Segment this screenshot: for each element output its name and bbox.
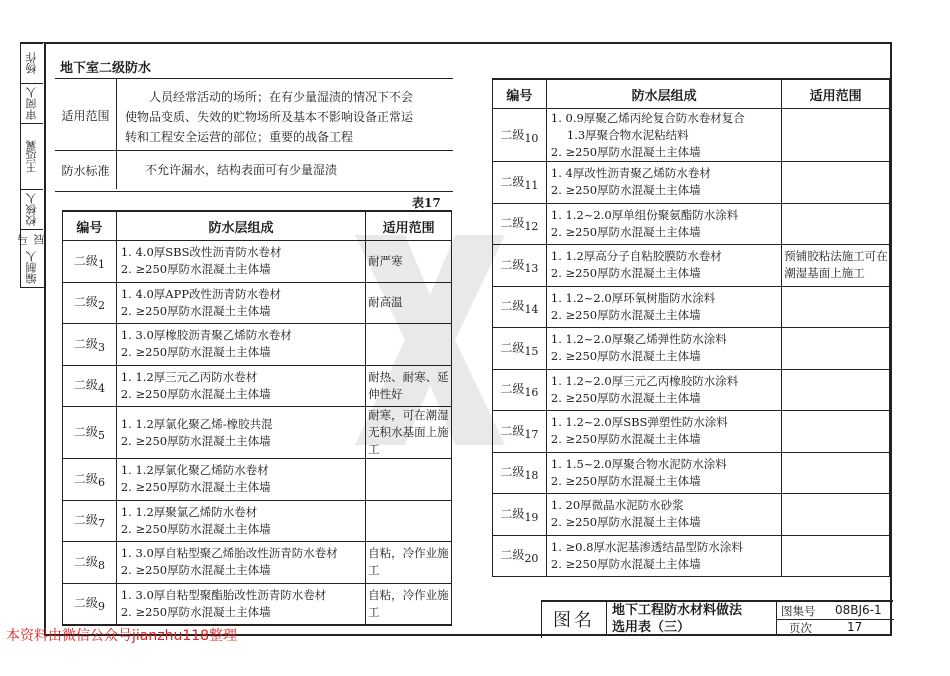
sign-cell: 编制人 xyxy=(25,251,38,285)
level-cell xyxy=(493,109,547,162)
table-row xyxy=(63,282,452,324)
level-cell xyxy=(63,500,117,542)
table-row xyxy=(493,245,890,287)
level-cell xyxy=(493,162,547,204)
level-cell xyxy=(493,494,547,536)
level-text: 二级 xyxy=(73,425,98,439)
table-row xyxy=(493,411,890,453)
scope-cell xyxy=(366,500,452,542)
scope-cell xyxy=(782,369,890,411)
level-text: 二级 xyxy=(500,548,525,563)
level-text: 二级 xyxy=(500,216,525,231)
table-row xyxy=(63,583,452,625)
composition-line: 2. ≥250厚防水混凝土主体墙 xyxy=(120,480,271,495)
footer-note: 本资料由微信公众号jianzhu118整理 xyxy=(6,628,238,644)
table-number: 表17 xyxy=(412,196,441,210)
scope-cell: 自粘，冷作业施工 xyxy=(366,583,452,625)
composition-line: 2. ≥250厚防水混凝土主体墙 xyxy=(550,144,701,159)
section-title: 地下室二级防水 xyxy=(60,61,152,76)
composition-line: 2. ≥250厚防水混凝土主体墙 xyxy=(550,183,701,198)
level-number: 8 xyxy=(97,558,105,572)
level-cell xyxy=(63,407,117,459)
composition-line: 1. 1.2厚聚氯乙烯防水卷材 xyxy=(120,504,258,519)
level-text: 二级 xyxy=(73,471,98,486)
composition-cell xyxy=(116,583,365,625)
scope-text xyxy=(125,87,413,147)
drawing-title-line2: 选用表（三） xyxy=(612,620,691,635)
standard-row xyxy=(55,151,453,189)
scope-label: 适用范围 xyxy=(55,79,117,151)
level-number: 16 xyxy=(524,386,539,400)
composition-line: 2. ≥250厚防水混凝土主体墙 xyxy=(120,386,271,401)
composition-cell xyxy=(116,542,365,584)
header-composition: 防水层组成 xyxy=(116,211,365,241)
composition-line: 1. 1.2厚高分子自粘胶膜防水卷材 xyxy=(550,249,722,264)
level-number: 12 xyxy=(524,220,539,234)
level-cell xyxy=(63,282,117,324)
table-row xyxy=(493,369,890,411)
scope-cell xyxy=(782,203,890,245)
composition-line: 2. ≥250厚防水混凝土主体墙 xyxy=(550,473,701,488)
level-cell xyxy=(63,459,117,501)
level-text: 二级 xyxy=(73,513,98,528)
sign-cell: 杨作 xyxy=(21,43,43,83)
scope-cell xyxy=(366,459,452,501)
level-cell xyxy=(63,583,117,625)
scope-cell: 耐寒，可在潮湿无积水基面上施工 xyxy=(366,407,452,459)
standard-text: 不允许漏水，结构表面可有少量湿渍 xyxy=(145,163,338,177)
composition-line: 1. 1.2厚三元乙丙防水卷材 xyxy=(120,369,258,384)
header-scope: 适用范围 xyxy=(366,211,452,241)
table-row xyxy=(493,109,890,162)
composition-line: 1. 1.2~2.0厚聚乙烯弹性防水涂料 xyxy=(550,332,727,347)
composition-line: 1. 3.0厚自粘型聚乙烯胎改性沥青防水卷材 xyxy=(120,546,338,561)
scope-cell xyxy=(782,411,890,453)
level-text: 二级 xyxy=(73,554,98,569)
header-level: 编号 xyxy=(63,211,117,241)
level-cell xyxy=(493,286,547,328)
table-row xyxy=(63,459,452,501)
composition-cell xyxy=(116,324,365,366)
level-text: 二级 xyxy=(500,506,525,521)
level-number: 2 xyxy=(97,299,105,313)
sign-cell: 马辰 xyxy=(21,229,43,249)
page-label: 页次 xyxy=(789,621,812,635)
composition-line: 2. ≥250厚防水混凝土主体墙 xyxy=(550,349,701,364)
level-number: 6 xyxy=(97,475,105,489)
atlas-number: 08BJ6-1 xyxy=(835,603,882,617)
composition-line: 1. ≥0.8厚水泥基渗透结晶型防水涂料 xyxy=(550,539,743,554)
level-cell xyxy=(493,452,547,494)
scope-cell: 预铺胶粘法施工可在潮湿基面上施工 xyxy=(782,245,890,287)
scope-cell xyxy=(782,162,890,204)
level-number: 18 xyxy=(524,469,539,483)
composition-line: 1. 4.0厚APP改性沥青防水卷材 xyxy=(120,286,282,301)
composition-line: 2. ≥250厚防水混凝土主体墙 xyxy=(550,556,701,571)
table-row xyxy=(493,328,890,370)
table-row xyxy=(63,407,452,459)
composition-cell xyxy=(546,535,781,577)
level-cell xyxy=(493,328,547,370)
table-row xyxy=(493,494,890,536)
level-text: 二级 xyxy=(500,174,525,189)
composition-line: 2. ≥250厚防水混凝土主体墙 xyxy=(550,307,701,322)
composition-line: 1.3厚聚合物水泥粘结料 xyxy=(566,127,689,142)
level-number: 17 xyxy=(524,427,539,441)
scope-cell xyxy=(782,452,890,494)
sign-cell: 王远翼 xyxy=(21,123,43,189)
composition-line: 2. ≥250厚防水混凝土主体墙 xyxy=(550,515,701,530)
scope-line: 使物品变质、失效的贮物场所及基本不影响设备正常运 xyxy=(125,110,414,124)
level-cell xyxy=(63,542,117,584)
level-number: 3 xyxy=(97,340,105,354)
page-number: 17 xyxy=(847,620,863,634)
scope-cell xyxy=(782,494,890,536)
signature-strip xyxy=(17,42,46,288)
scope-cell xyxy=(366,324,452,366)
level-number: 5 xyxy=(97,429,105,442)
left-material-table xyxy=(62,210,452,626)
composition-line: 1. 1.2~2.0厚SBS弹塑性防水涂料 xyxy=(550,415,728,430)
table-row xyxy=(493,286,890,328)
composition-cell xyxy=(546,369,781,411)
atlas-label: 图集号 xyxy=(781,604,816,618)
composition-line: 1. 1.5~2.0厚聚合物水泥防水涂料 xyxy=(550,456,727,471)
composition-cell xyxy=(116,282,365,324)
level-cell xyxy=(63,324,117,366)
level-cell xyxy=(493,203,547,245)
composition-line: 2. ≥250厚防水混凝土主体墙 xyxy=(120,345,271,360)
level-text: 二级 xyxy=(500,382,525,397)
table-row xyxy=(493,162,890,204)
level-text: 二级 xyxy=(73,378,98,393)
composition-line: 1. 3.0厚橡胶沥青聚乙烯防水卷材 xyxy=(120,328,292,343)
composition-line: 2. ≥250厚防水混凝土主体墙 xyxy=(120,604,271,619)
composition-line: 2. ≥250厚防水混凝土主体墙 xyxy=(120,433,271,448)
level-text: 二级 xyxy=(500,340,525,355)
composition-cell xyxy=(546,286,781,328)
tuming-label: 图名 xyxy=(542,602,607,636)
level-number: 20 xyxy=(524,552,539,566)
composition-line: 1. 1.2厚氯化聚乙烯防水卷材 xyxy=(120,463,269,478)
level-text: 二级 xyxy=(500,423,525,438)
table-row xyxy=(63,241,452,283)
sign-cell: 校核人 xyxy=(21,189,43,229)
drawing-title-line1: 地下工程防水材料做法 xyxy=(612,603,743,618)
composition-line: 2. ≥250厚防水混凝土主体墙 xyxy=(550,390,701,405)
level-cell xyxy=(63,241,117,283)
composition-line: 1. 3.0厚自粘型聚酯胎改性沥青防水卷材 xyxy=(120,587,327,602)
level-text: 二级 xyxy=(73,253,98,268)
level-cell xyxy=(493,245,547,287)
level-number: 9 xyxy=(97,600,105,614)
composition-cell xyxy=(546,203,781,245)
composition-line: 1. 1.2~2.0厚单组份聚氨酯防水涂料 xyxy=(550,207,739,222)
scope-line: 转和工程安全运营的部位；重要的战备工程 xyxy=(125,130,354,144)
composition-line: 1. 1.2~2.0厚环氧树脂防水涂料 xyxy=(550,290,716,305)
level-number: 14 xyxy=(524,303,539,317)
composition-line: 2. ≥250厚防水混凝土主体墙 xyxy=(550,224,701,239)
title-block xyxy=(541,600,893,638)
table-row xyxy=(493,535,890,577)
table-row xyxy=(493,203,890,245)
level-number: 7 xyxy=(97,517,105,531)
title-block-meta xyxy=(776,602,894,636)
composition-cell xyxy=(546,245,781,287)
table-row xyxy=(63,324,452,366)
standard-label: 防水标准 xyxy=(55,151,117,189)
composition-line: 2. ≥250厚防水混凝土主体墙 xyxy=(120,303,271,318)
level-number: 13 xyxy=(524,261,539,275)
composition-line: 1. 4厚改性沥青聚乙烯防水卷材 xyxy=(550,166,711,181)
scope-info-table xyxy=(55,78,453,192)
level-number: 19 xyxy=(524,510,539,524)
composition-line: 1. 1.2~2.0厚三元乙丙橡胶防水涂料 xyxy=(550,373,739,388)
level-cell xyxy=(493,411,547,453)
header-scope: 适用范围 xyxy=(782,79,890,109)
composition-cell xyxy=(546,452,781,494)
composition-cell xyxy=(546,411,781,453)
level-text: 二级 xyxy=(73,596,98,611)
composition-line: 2. ≥250厚防水混凝土主体墙 xyxy=(550,432,701,447)
scope-row xyxy=(55,79,453,151)
composition-line: 2. ≥250厚防水混凝土主体墙 xyxy=(550,266,701,281)
level-cell xyxy=(493,369,547,411)
composition-cell xyxy=(116,459,365,501)
composition-line: 1. 1.2厚氯化聚乙烯-橡胶共混 xyxy=(120,416,273,431)
atlas-row xyxy=(777,602,894,620)
page-row xyxy=(777,619,894,636)
composition-cell xyxy=(546,494,781,536)
level-cell xyxy=(493,535,547,577)
composition-cell xyxy=(546,109,781,162)
scope-cell xyxy=(782,328,890,370)
composition-cell xyxy=(546,328,781,370)
composition-line: 1. 4.0厚SBS改性沥青防水卷材 xyxy=(120,245,282,260)
level-text: 二级 xyxy=(500,299,525,314)
table-row xyxy=(63,365,452,407)
scope-cell: 自粘，冷作业施工 xyxy=(366,542,452,584)
level-number: 10 xyxy=(524,131,539,145)
level-cell xyxy=(63,365,117,407)
composition-cell xyxy=(116,365,365,407)
composition-cell xyxy=(116,407,365,459)
composition-cell xyxy=(116,500,365,542)
level-number: 11 xyxy=(524,178,539,192)
composition-line: 1. 0.9厚聚乙烯丙纶复合防水卷材复合 xyxy=(550,110,745,125)
level-text: 二级 xyxy=(73,336,98,351)
composition-line: 2. ≥250厚防水混凝土主体墙 xyxy=(120,521,271,536)
level-number: 4 xyxy=(97,382,105,396)
level-text: 二级 xyxy=(73,295,98,310)
right-material-table xyxy=(492,78,890,577)
table-row xyxy=(63,500,452,542)
composition-line: 2. ≥250厚防水混凝土主体墙 xyxy=(120,563,271,578)
composition-line: 2. ≥250厚防水混凝土主体墙 xyxy=(120,262,271,277)
level-number: 1 xyxy=(97,257,105,271)
header-composition: 防水层组成 xyxy=(546,79,781,109)
scope-cell: 耐热、耐寒、延伸性好 xyxy=(366,365,452,407)
level-text: 二级 xyxy=(500,257,525,272)
table-row xyxy=(493,452,890,494)
composition-cell xyxy=(546,162,781,204)
scope-cell xyxy=(782,109,890,162)
level-text: 二级 xyxy=(500,465,525,480)
header-level: 编号 xyxy=(493,79,547,109)
sign-cell: 审阅人 xyxy=(21,83,43,123)
scope-cell xyxy=(782,535,890,577)
composition-cell xyxy=(116,241,365,283)
level-number: 15 xyxy=(524,344,539,358)
table-row xyxy=(63,542,452,584)
scope-cell: 耐高温 xyxy=(366,282,452,324)
level-text: 二级 xyxy=(500,127,525,142)
scope-cell xyxy=(782,286,890,328)
scope-line: 人员经常活动的场所；在有少量湿渍的情况下不会 xyxy=(149,90,414,104)
scope-cell: 耐严寒 xyxy=(366,241,452,283)
composition-line: 1. 20厚微晶水泥防水砂浆 xyxy=(550,498,684,513)
